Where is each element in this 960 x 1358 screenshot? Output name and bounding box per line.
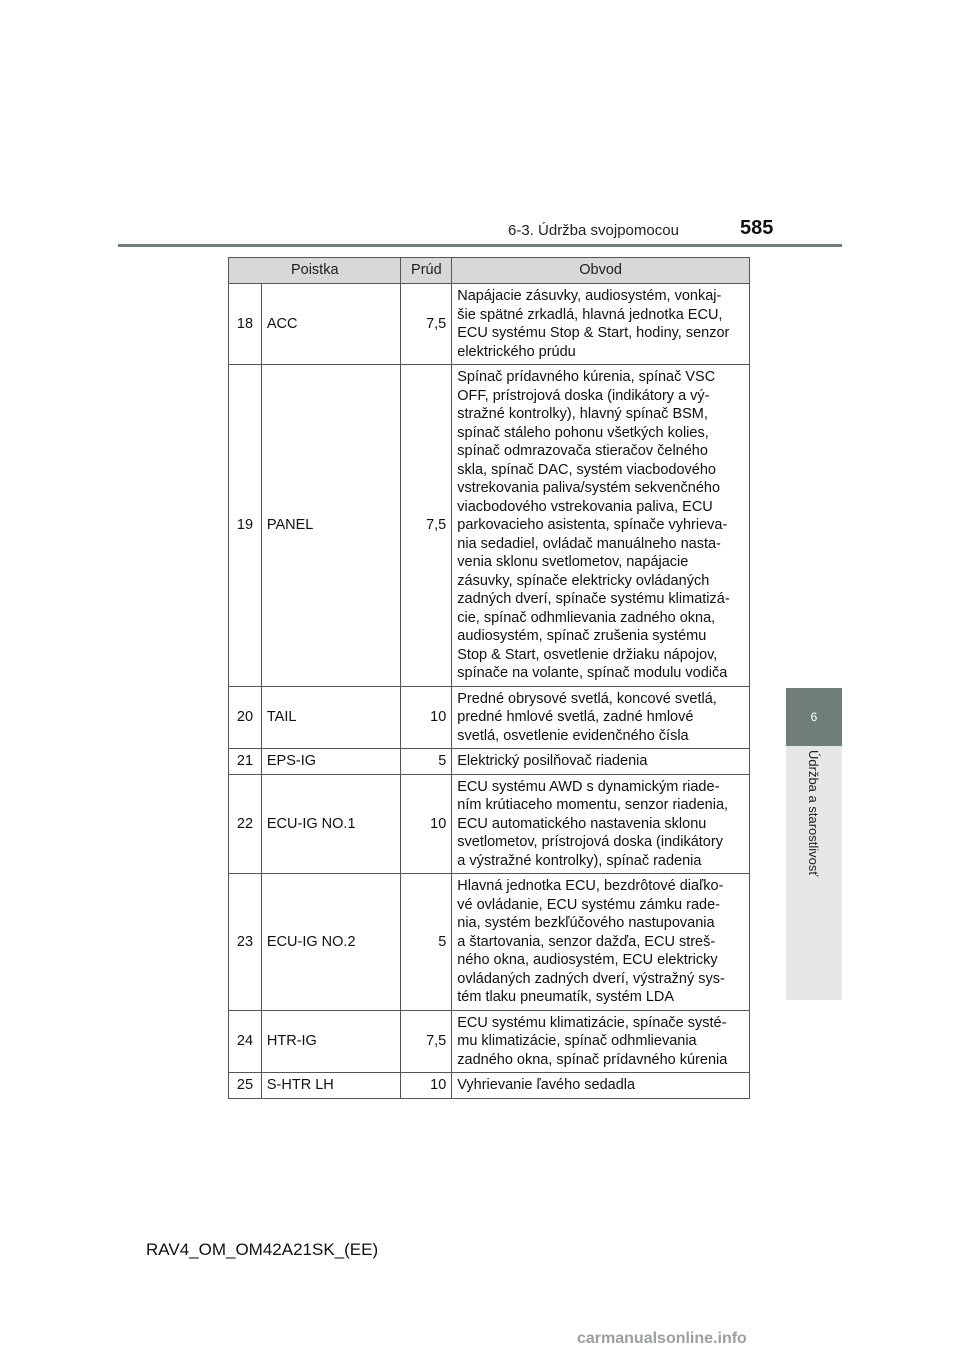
table-body [229, 284, 750, 1099]
fuse-number: 23 [229, 874, 262, 1011]
fuse-current: 10 [401, 1073, 452, 1099]
table-row [229, 365, 750, 687]
fuse-current: 5 [401, 874, 452, 1011]
fuse-circuit: Elektrický posilňovač riadenia [452, 749, 750, 775]
fuse-name: ACC [261, 284, 401, 365]
header-fuse: Poistka [229, 258, 401, 284]
table-row [229, 284, 750, 365]
table-header-row [229, 258, 750, 284]
fuse-current: 7,5 [401, 365, 452, 687]
fuse-name: TAIL [261, 686, 401, 749]
table-row [229, 749, 750, 775]
chapter-tab [786, 688, 842, 746]
fuse-table [228, 257, 750, 1099]
fuse-name: PANEL [261, 365, 401, 687]
header-circuit: Obvod [452, 258, 750, 284]
chapter-number: 6 [810, 710, 818, 724]
table-row [229, 1010, 750, 1073]
fuse-circuit: ECU systému klimatizácie, spínače systé- mu klimatizácie, spínač odhmlievania zadného okna, spínač prídavného kúrenia [452, 1010, 750, 1073]
fuse-number: 22 [229, 774, 262, 874]
fuse-current: 7,5 [401, 284, 452, 365]
fuse-name: ECU-IG NO.1 [261, 774, 401, 874]
fuse-circuit: Vyhrievanie ľavého sedadla [452, 1073, 750, 1099]
fuse-name: EPS-IG [261, 749, 401, 775]
fuse-name: HTR-IG [261, 1010, 401, 1073]
fuse-number: 21 [229, 749, 262, 775]
fuse-circuit: Hlavná jednotka ECU, bezdrôtové diaľko- vé ovládanie, ECU systému zámku rade- nia, systém bezkľúčového nastupovania a štartovania, senzor dažďa, ECU streš- ného okna, audiosystém, ECU elektricky ovládaných zadných dverí, výstražný sys- tém tlaku pneumatík, systém LDA [452, 874, 750, 1011]
table-row [229, 874, 750, 1011]
fuse-number: 24 [229, 1010, 262, 1073]
fuse-circuit: Spínač prídavného kúrenia, spínač VSC OFF, prístrojová doska (indikátory a vý- stražné kontrolky), hlavný spínač BSM, spínač stáleho pohonu všetkých kolies, spínač odmrazovača stieračov čelného skla, spínač DAC, systém viacbodového vstrekovania paliva/systém sekvenčného viacbodového vstrekovania paliva, ECU parkovacieho asistenta, spínače vyhrieva- nia sedadiel, ovládač manuálneho nasta- venia sklonu svetlometov, napájacie zásuvky, spínače elektricky ovládaných zadných dverí, spínače systému klimatizá- cie, spínač odhmlievania zadného okna, audiosystém, spínač zrušenia systému Stop & Start, osvetlenie držiaku nápojov, spínače na volante, spínač modulu vodiča [452, 365, 750, 687]
header-divider [118, 244, 842, 247]
document-code: RAV4_OM_OM42A21SK_(EE) [146, 1240, 379, 1259]
fuse-current: 10 [401, 774, 452, 874]
table-row [229, 1073, 750, 1099]
chapter-label: Údržba a starostlivosť [806, 750, 821, 877]
header-current: Prúd [401, 258, 452, 284]
table-row [229, 686, 750, 749]
fuse-number: 19 [229, 365, 262, 687]
page-number: 585 [740, 217, 774, 239]
fuse-number: 18 [229, 284, 262, 365]
fuse-name: S-HTR LH [261, 1073, 401, 1099]
fuse-name: ECU-IG NO.2 [261, 874, 401, 1011]
fuse-number: 20 [229, 686, 262, 749]
fuse-current: 7,5 [401, 1010, 452, 1073]
section-title: 6-3. Údržba svojpomocou [508, 222, 679, 239]
fuse-number: 25 [229, 1073, 262, 1099]
fuse-circuit: Napájacie zásuvky, audiosystém, vonkaj- šie spätné zrkadlá, hlavná jednotka ECU, ECU systému Stop & Start, hodiny, senzor elektrického prúdu [452, 284, 750, 365]
fuse-current: 10 [401, 686, 452, 749]
table-row [229, 774, 750, 874]
fuse-circuit: Predné obrysové svetlá, koncové svetlá, predné hmlové svetlá, zadné hmlové svetlá, osvetlenie evidenčného čísla [452, 686, 750, 749]
fuse-circuit: ECU systému AWD s dynamickým riade- ním krútiaceho momentu, senzor riadenia, ECU automatického nastavenia sklonu svetlometov, prístrojová doska (indikátory a výstražné kontrolky), spínač radenia [452, 774, 750, 874]
fuse-current: 5 [401, 749, 452, 775]
watermark: carmanualsonline.info [577, 1330, 747, 1347]
